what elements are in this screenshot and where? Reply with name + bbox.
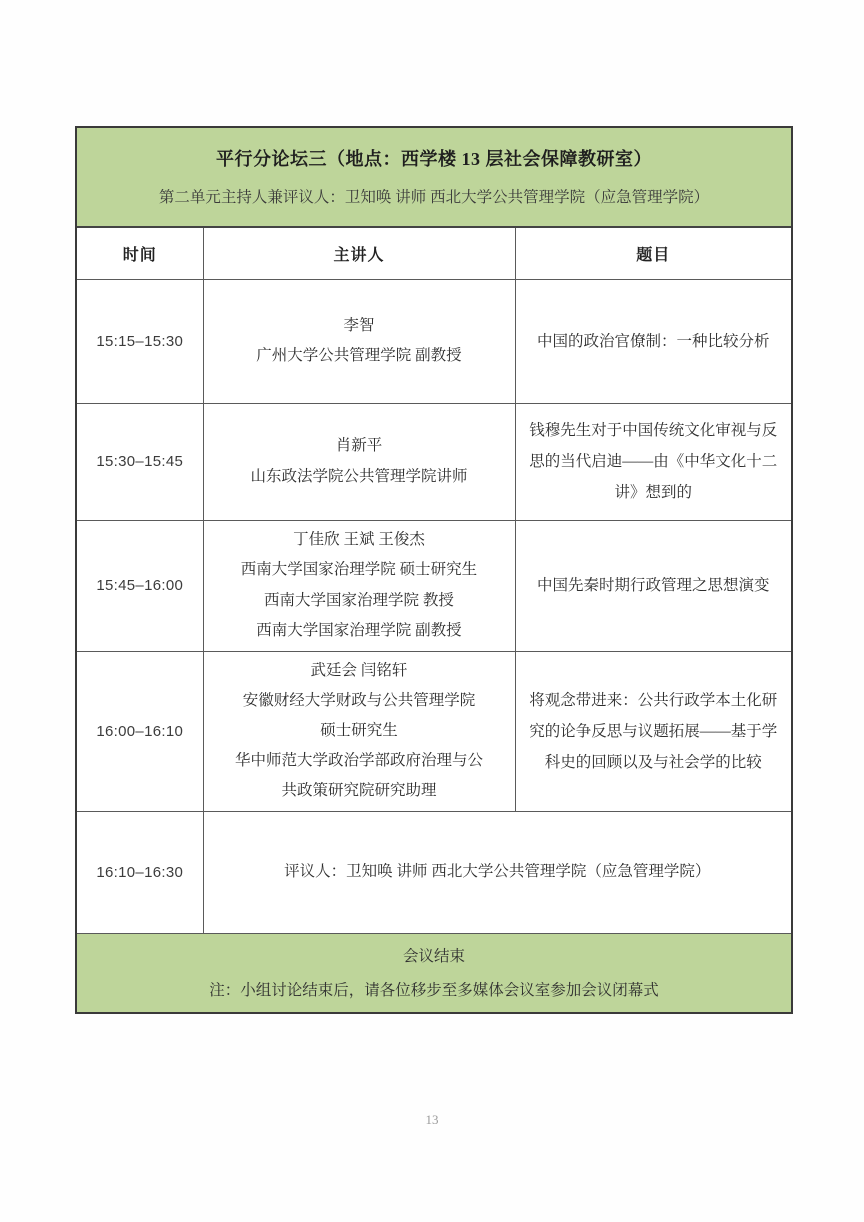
session-row	[77, 279, 791, 403]
speaker-cell: 丁佳欣 王斌 王俊杰 西南大学国家治理学院 硕士研究生 西南大学国家治理学院 教授 西南大学国家治理学院 副教授	[203, 520, 515, 651]
speaker-cell: 李智 广州大学公共管理学院 副教授	[203, 279, 515, 403]
time-cell: 15:30–15:45	[77, 403, 203, 520]
session-row	[77, 403, 791, 520]
time-cell: 16:00–16:10	[77, 651, 203, 811]
forum-subtitle: 第二单元主持人兼评议人：卫知唤 讲师 西北大学公共管理学院（应急管理学院）	[158, 189, 710, 206]
time-cell: 15:15–15:30	[77, 279, 203, 403]
col-header-speaker: 主讲人	[203, 228, 515, 279]
forum-header	[77, 128, 791, 228]
speaker-cell: 肖新平 山东政法学院公共管理学院讲师	[203, 403, 515, 520]
closing-note: 注：小组讨论结束后，请各位移步至多媒体会议室参加会议闭幕式	[209, 981, 659, 999]
review-time-cell: 16:10–16:30	[77, 811, 203, 933]
closing-row	[77, 933, 791, 1012]
col-header-time: 时间	[77, 228, 203, 279]
col-header-topic: 题目	[515, 228, 791, 279]
forum-title: 平行分论坛三（地点：西学楼 13 层社会保障教研室）	[216, 149, 652, 169]
session-row	[77, 520, 791, 651]
review-text-cell: 评议人：卫知唤 讲师 西北大学公共管理学院（应急管理学院）	[203, 811, 791, 933]
page-number: 13	[425, 1112, 439, 1127]
closing-cell	[77, 933, 791, 1012]
time-cell: 15:45–16:00	[77, 520, 203, 651]
topic-cell: 将观念带进来：公共行政学本土化研究的论争反思与议题拓展——基于学科史的回顾以及与社会学的比较	[515, 651, 791, 811]
closing-title: 会议结束	[402, 947, 465, 965]
topic-cell: 中国的政治官僚制：一种比较分析	[515, 279, 791, 403]
topic-cell: 钱穆先生对于中国传统文化审视与反思的当代启迪——由《中华文化十二讲》想到的	[515, 403, 791, 520]
table-header-row	[77, 228, 791, 279]
session-row	[77, 651, 791, 811]
review-row	[77, 811, 791, 933]
topic-cell: 中国先秦时期行政管理之思想演变	[515, 520, 791, 651]
speaker-cell: 武廷会 闫铭轩 安徽财经大学财政与公共管理学院 硕士研究生 华中师范大学政治学部政府治理与公 共政策研究院研究助理	[203, 651, 515, 811]
schedule-table-box	[75, 126, 793, 1014]
schedule-table	[77, 228, 791, 1012]
